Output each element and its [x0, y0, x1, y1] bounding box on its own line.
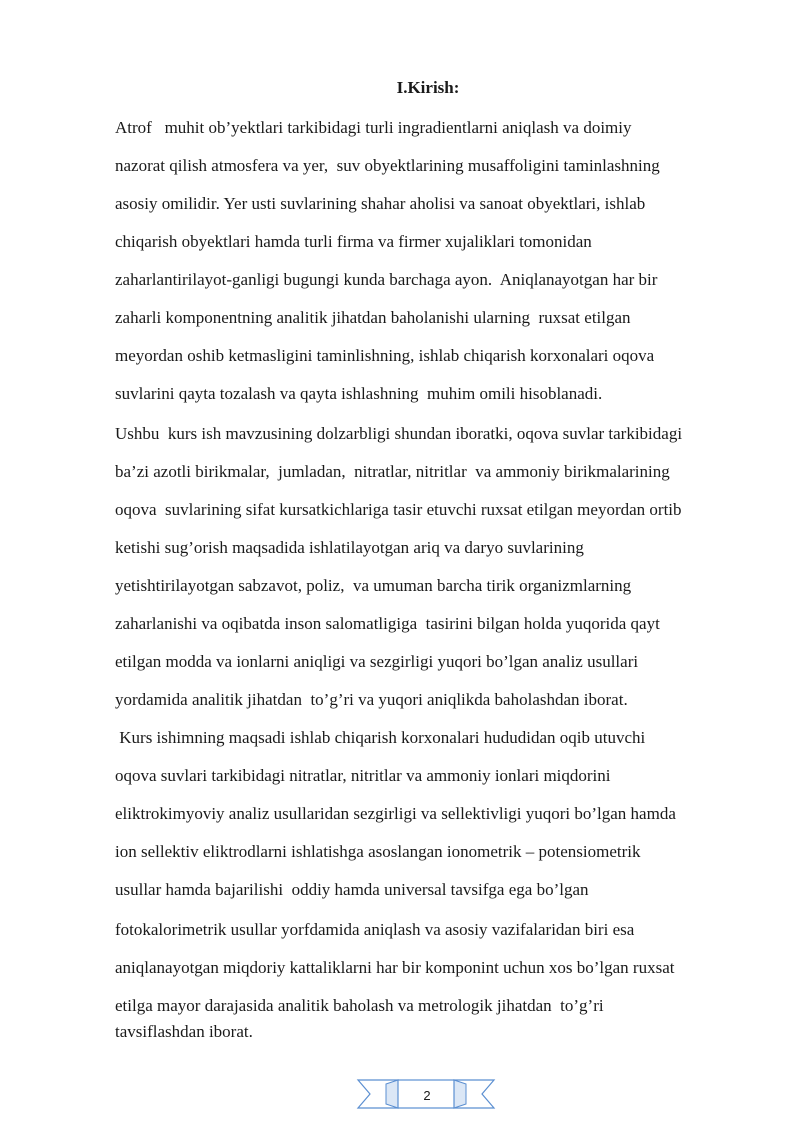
text-line: suvlarini qayta tozalash va qayta ishlashning muhim omili hisoblanadi.: [115, 384, 603, 403]
section-heading: I.Kirish:: [396, 78, 460, 97]
text-line: yetishtirilayotgan sabzavot, poliz, va umuman barcha tirik organizmlarning: [115, 576, 632, 595]
text-line: yordamida analitik jihatdan to’g’ri va yuqori aniqlikda baholashdan iborat.: [115, 690, 628, 709]
text-line: ketishi sug’orish maqsadida ishlatilayotgan ariq va daryo suvlarining: [115, 538, 584, 557]
text-line: aniqlanayotgan miqdoriy kattaliklarni har bir komponint uchun xos bo’lgan ruxsat: [115, 958, 675, 977]
text-line: chiqarish obyektlari hamda turli firma va firmer xujaliklari tomonidan: [115, 232, 592, 251]
text-line: tavsiflashdan iborat.: [115, 1022, 253, 1041]
text-line: Ushbu kurs ish mavzusining dolzarbligi shundan iboratki, oqova suvlar tarkibidagi: [115, 424, 683, 443]
text-line: zaharlanishi va oqibatda inson salomatligiga tasirini bilgan holda yuqorida qayt: [115, 614, 660, 633]
text-line: fotokalorimetrik usullar yorfdamida aniqlash va asosiy vazifalaridan biri esa: [115, 920, 635, 939]
text-line: ion sellektiv eliktrodlarni ishlatishga asoslangan ionometrik – potensiometrik: [115, 842, 641, 861]
text-line: Atrof muhit ob’yektlari tarkibidagi turli ingradientlarni aniqlash va doimiy: [115, 118, 632, 137]
text-line: oqova suvlari tarkibidagi nitratlar, nitritlar va ammoniy ionlari miqdorini: [115, 766, 611, 785]
text-line: meyordan oshib ketmasligini taminlishning, ishlab chiqarish korxonalari oqova: [115, 346, 655, 365]
text-line: etilgan modda va ionlarni aniqligi va sezgirligi yuqori bo’lgan analiz usullari: [115, 652, 639, 671]
text-line: ba’zi azotli birikmalar, jumladan, nitratlar, nitritlar va ammoniy birikmalarining: [115, 462, 670, 481]
text-line: zaharlantirilayot-ganligi bugungi kunda barchaga ayon. Aniqlanayotgan har bir: [115, 270, 658, 289]
text-line: nazorat qilish atmosfera va yer, suv obyektlarining musaffoligini taminlashning: [115, 156, 660, 175]
text-line: etilga mayor darajasida analitik baholash va metrologik jihatdan to’g’ri: [115, 996, 604, 1015]
text-line: oqova suvlarining sifat kursatkichlariga tasir etuvchi ruxsat etilgan meyordan ortib: [115, 500, 682, 519]
text-line: asosiy omilidir. Yer usti suvlarining shahar aholisi va sanoat obyektlari, ishlab: [115, 194, 646, 213]
text-line: eliktrokimyoviy analiz usullaridan sezgirligi va sellektivligi yuqori bo’lgan hamda: [115, 804, 676, 823]
page-number: 2: [423, 1087, 431, 1103]
text-line: Kurs ishimning maqsadi ishlab chiqarish korxonalari hududidan oqib utuvchi: [115, 728, 646, 747]
text-line: zaharli komponentning analitik jihatdan baholanishi ularning ruxsat etilgan: [115, 308, 631, 327]
text-line: usullar hamda bajarilishi oddiy hamda universal tavsifga ega bo’lgan: [115, 880, 589, 899]
